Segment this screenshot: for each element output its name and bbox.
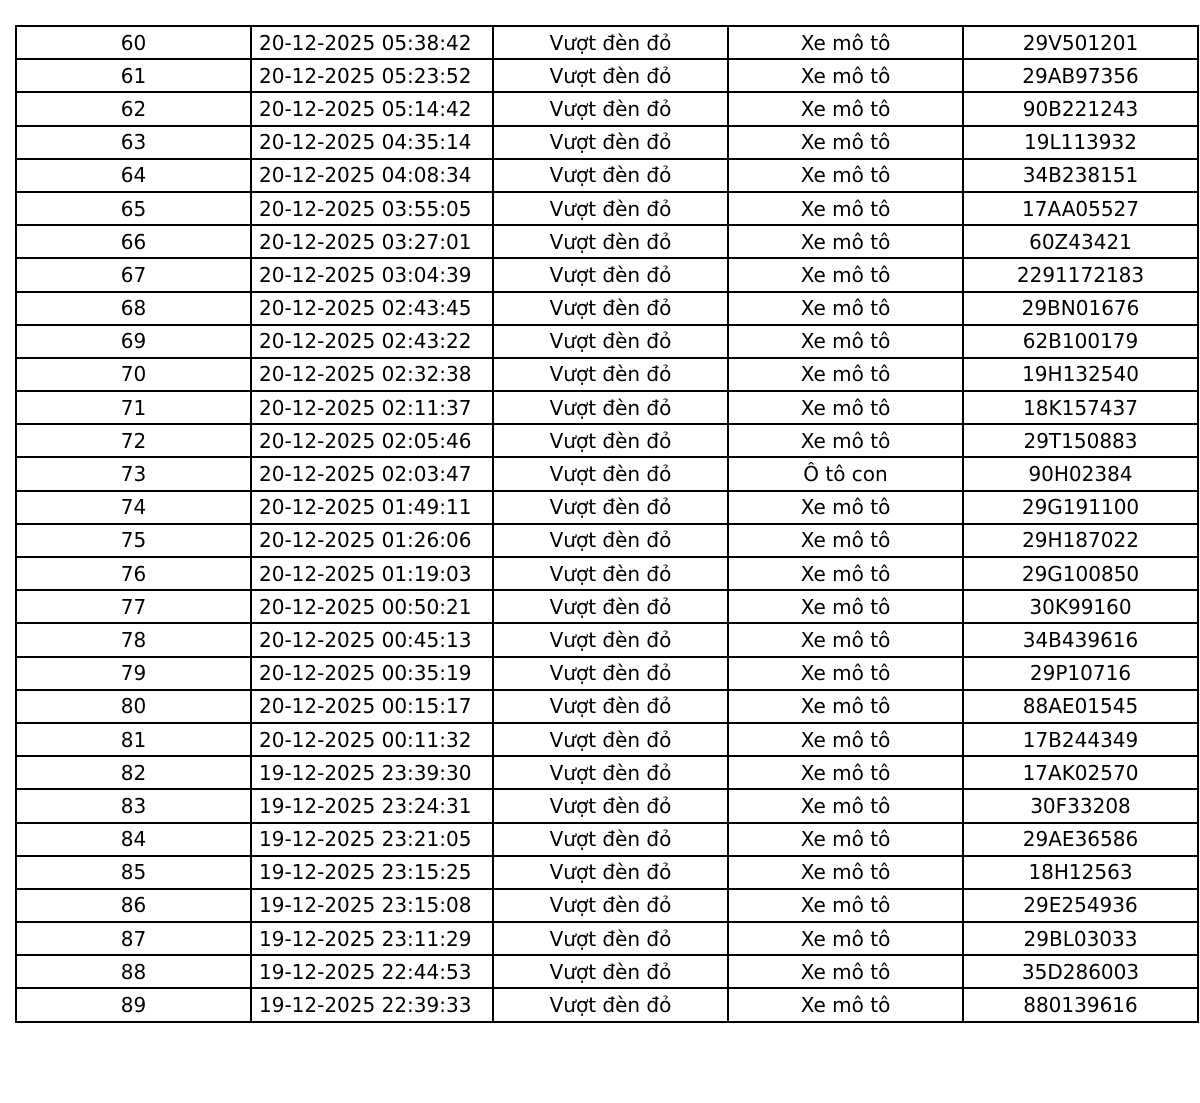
license-plate-cell: 29E254936 — [963, 889, 1198, 922]
table-row — [16, 457, 1198, 490]
row-index-cell: 60 — [16, 26, 251, 59]
table-row — [16, 922, 1198, 955]
violation-time-cell: 20-12-2025 00:11:32 — [251, 723, 493, 756]
table-row — [16, 889, 1198, 922]
row-index-cell: 87 — [16, 922, 251, 955]
license-plate-cell: 19H132540 — [963, 358, 1198, 391]
violation-type-cell: Vượt đèn đỏ — [493, 424, 728, 457]
license-plate-cell: 17AA05527 — [963, 192, 1198, 225]
vehicle-type-cell: Xe mô tô — [728, 26, 963, 59]
row-index-cell: 64 — [16, 159, 251, 192]
table-row — [16, 723, 1198, 756]
license-plate-cell: 90B221243 — [963, 92, 1198, 125]
violation-type-cell: Vượt đèn đỏ — [493, 756, 728, 789]
license-plate-cell: 62B100179 — [963, 325, 1198, 358]
violation-time-cell: 19-12-2025 23:11:29 — [251, 922, 493, 955]
vehicle-type-cell: Xe mô tô — [728, 723, 963, 756]
violation-type-cell: Vượt đèn đỏ — [493, 457, 728, 490]
row-index-cell: 73 — [16, 457, 251, 490]
violation-type-cell: Vượt đèn đỏ — [493, 524, 728, 557]
table-row — [16, 491, 1198, 524]
vehicle-type-cell: Xe mô tô — [728, 856, 963, 889]
violation-type-cell: Vượt đèn đỏ — [493, 657, 728, 690]
row-index-cell: 88 — [16, 955, 251, 988]
table-row — [16, 789, 1198, 822]
violation-type-cell: Vượt đèn đỏ — [493, 159, 728, 192]
row-index-cell: 66 — [16, 225, 251, 258]
violation-time-cell: 20-12-2025 00:50:21 — [251, 590, 493, 623]
vehicle-type-cell: Xe mô tô — [728, 424, 963, 457]
violation-time-cell: 20-12-2025 05:23:52 — [251, 59, 493, 92]
table-row — [16, 988, 1198, 1021]
violation-time-cell: 20-12-2025 02:05:46 — [251, 424, 493, 457]
violations-table — [15, 25, 1199, 1023]
vehicle-type-cell: Xe mô tô — [728, 789, 963, 822]
violation-type-cell: Vượt đèn đỏ — [493, 225, 728, 258]
row-index-cell: 81 — [16, 723, 251, 756]
row-index-cell: 80 — [16, 690, 251, 723]
license-plate-cell: 30F33208 — [963, 789, 1198, 822]
table-row — [16, 657, 1198, 690]
table-row — [16, 823, 1198, 856]
violation-time-cell: 20-12-2025 02:11:37 — [251, 391, 493, 424]
vehicle-type-cell: Xe mô tô — [728, 690, 963, 723]
row-index-cell: 77 — [16, 590, 251, 623]
license-plate-cell: 29V501201 — [963, 26, 1198, 59]
violation-time-cell: 20-12-2025 01:26:06 — [251, 524, 493, 557]
violation-type-cell: Vượt đèn đỏ — [493, 358, 728, 391]
row-index-cell: 71 — [16, 391, 251, 424]
table-row — [16, 856, 1198, 889]
violation-time-cell: 19-12-2025 23:15:08 — [251, 889, 493, 922]
vehicle-type-cell: Xe mô tô — [728, 623, 963, 656]
license-plate-cell: 35D286003 — [963, 955, 1198, 988]
violation-time-cell: 20-12-2025 04:35:14 — [251, 126, 493, 159]
license-plate-cell: 30K99160 — [963, 590, 1198, 623]
violation-type-cell: Vượt đèn đỏ — [493, 922, 728, 955]
violation-type-cell: Vượt đèn đỏ — [493, 491, 728, 524]
violation-type-cell: Vượt đèn đỏ — [493, 723, 728, 756]
vehicle-type-cell: Xe mô tô — [728, 756, 963, 789]
violation-type-cell: Vượt đèn đỏ — [493, 955, 728, 988]
violation-type-cell: Vượt đèn đỏ — [493, 889, 728, 922]
table-row — [16, 325, 1198, 358]
violation-time-cell: 20-12-2025 02:43:45 — [251, 292, 493, 325]
license-plate-cell: 88AE01545 — [963, 690, 1198, 723]
license-plate-cell: 29BL03033 — [963, 922, 1198, 955]
violation-type-cell: Vượt đèn đỏ — [493, 391, 728, 424]
license-plate-cell: 34B238151 — [963, 159, 1198, 192]
violation-type-cell: Vượt đèn đỏ — [493, 823, 728, 856]
vehicle-type-cell: Xe mô tô — [728, 889, 963, 922]
table-row — [16, 557, 1198, 590]
violation-type-cell: Vượt đèn đỏ — [493, 590, 728, 623]
row-index-cell: 86 — [16, 889, 251, 922]
violation-time-cell: 20-12-2025 02:32:38 — [251, 358, 493, 391]
row-index-cell: 69 — [16, 325, 251, 358]
vehicle-type-cell: Xe mô tô — [728, 391, 963, 424]
vehicle-type-cell: Xe mô tô — [728, 557, 963, 590]
vehicle-type-cell: Xe mô tô — [728, 988, 963, 1021]
violation-time-cell: 20-12-2025 01:19:03 — [251, 557, 493, 590]
violation-time-cell: 20-12-2025 03:27:01 — [251, 225, 493, 258]
violation-time-cell: 19-12-2025 23:21:05 — [251, 823, 493, 856]
row-index-cell: 82 — [16, 756, 251, 789]
vehicle-type-cell: Xe mô tô — [728, 225, 963, 258]
license-plate-cell: 880139616 — [963, 988, 1198, 1021]
license-plate-cell: 17AK02570 — [963, 756, 1198, 789]
license-plate-cell: 29AE36586 — [963, 823, 1198, 856]
vehicle-type-cell: Xe mô tô — [728, 325, 963, 358]
license-plate-cell: 90H02384 — [963, 457, 1198, 490]
table-row — [16, 756, 1198, 789]
violation-time-cell: 20-12-2025 05:14:42 — [251, 92, 493, 125]
row-index-cell: 62 — [16, 92, 251, 125]
violation-time-cell: 20-12-2025 00:45:13 — [251, 623, 493, 656]
violation-type-cell: Vượt đèn đỏ — [493, 623, 728, 656]
row-index-cell: 63 — [16, 126, 251, 159]
row-index-cell: 61 — [16, 59, 251, 92]
row-index-cell: 83 — [16, 789, 251, 822]
violation-type-cell: Vượt đèn đỏ — [493, 789, 728, 822]
vehicle-type-cell: Xe mô tô — [728, 823, 963, 856]
table-row — [16, 26, 1198, 59]
violation-time-cell: 19-12-2025 22:44:53 — [251, 955, 493, 988]
vehicle-type-cell: Xe mô tô — [728, 955, 963, 988]
violation-time-cell: 20-12-2025 03:55:05 — [251, 192, 493, 225]
license-plate-cell: 29G100850 — [963, 557, 1198, 590]
vehicle-type-cell: Xe mô tô — [728, 358, 963, 391]
table-row — [16, 590, 1198, 623]
row-index-cell: 75 — [16, 524, 251, 557]
table-row — [16, 424, 1198, 457]
vehicle-type-cell: Xe mô tô — [728, 159, 963, 192]
license-plate-cell: 29H187022 — [963, 524, 1198, 557]
violation-time-cell: 20-12-2025 04:08:34 — [251, 159, 493, 192]
violation-time-cell: 20-12-2025 05:38:42 — [251, 26, 493, 59]
row-index-cell: 76 — [16, 557, 251, 590]
table-row — [16, 358, 1198, 391]
row-index-cell: 70 — [16, 358, 251, 391]
violation-time-cell: 19-12-2025 23:24:31 — [251, 789, 493, 822]
license-plate-cell: 19L113932 — [963, 126, 1198, 159]
row-index-cell: 68 — [16, 292, 251, 325]
vehicle-type-cell: Xe mô tô — [728, 292, 963, 325]
table-row — [16, 159, 1198, 192]
vehicle-type-cell: Xe mô tô — [728, 922, 963, 955]
violation-type-cell: Vượt đèn đỏ — [493, 557, 728, 590]
license-plate-cell: 17B244349 — [963, 723, 1198, 756]
table-row — [16, 955, 1198, 988]
table-row — [16, 126, 1198, 159]
table-row — [16, 391, 1198, 424]
violation-time-cell: 19-12-2025 23:39:30 — [251, 756, 493, 789]
vehicle-type-cell: Ô tô con — [728, 457, 963, 490]
table-row — [16, 292, 1198, 325]
violation-type-cell: Vượt đèn đỏ — [493, 856, 728, 889]
row-index-cell: 72 — [16, 424, 251, 457]
row-index-cell: 65 — [16, 192, 251, 225]
violation-time-cell: 20-12-2025 00:15:17 — [251, 690, 493, 723]
vehicle-type-cell: Xe mô tô — [728, 491, 963, 524]
vehicle-type-cell: Xe mô tô — [728, 92, 963, 125]
table-row — [16, 92, 1198, 125]
row-index-cell: 74 — [16, 491, 251, 524]
row-index-cell: 79 — [16, 657, 251, 690]
license-plate-cell: 2291172183 — [963, 258, 1198, 291]
violation-type-cell: Vượt đèn đỏ — [493, 258, 728, 291]
violation-time-cell: 19-12-2025 22:39:33 — [251, 988, 493, 1021]
license-plate-cell: 18H12563 — [963, 856, 1198, 889]
vehicle-type-cell: Xe mô tô — [728, 126, 963, 159]
table-row — [16, 690, 1198, 723]
violation-time-cell: 20-12-2025 02:03:47 — [251, 457, 493, 490]
table-row — [16, 623, 1198, 656]
violation-type-cell: Vượt đèn đỏ — [493, 292, 728, 325]
license-plate-cell: 29T150883 — [963, 424, 1198, 457]
table-row — [16, 59, 1198, 92]
vehicle-type-cell: Xe mô tô — [728, 192, 963, 225]
violations-table-body — [16, 26, 1198, 1022]
violation-type-cell: Vượt đèn đỏ — [493, 59, 728, 92]
license-plate-cell: 29AB97356 — [963, 59, 1198, 92]
row-index-cell: 84 — [16, 823, 251, 856]
violation-type-cell: Vượt đèn đỏ — [493, 26, 728, 59]
row-index-cell: 89 — [16, 988, 251, 1021]
vehicle-type-cell: Xe mô tô — [728, 524, 963, 557]
license-plate-cell: 34B439616 — [963, 623, 1198, 656]
violation-type-cell: Vượt đèn đỏ — [493, 192, 728, 225]
license-plate-cell: 29P10716 — [963, 657, 1198, 690]
violation-type-cell: Vượt đèn đỏ — [493, 325, 728, 358]
table-row — [16, 258, 1198, 291]
violation-time-cell: 20-12-2025 02:43:22 — [251, 325, 493, 358]
violation-time-cell: 19-12-2025 23:15:25 — [251, 856, 493, 889]
table-row — [16, 192, 1198, 225]
license-plate-cell: 29G191100 — [963, 491, 1198, 524]
row-index-cell: 85 — [16, 856, 251, 889]
license-plate-cell: 29BN01676 — [963, 292, 1198, 325]
license-plate-cell: 18K157437 — [963, 391, 1198, 424]
table-row — [16, 524, 1198, 557]
violation-time-cell: 20-12-2025 00:35:19 — [251, 657, 493, 690]
row-index-cell: 67 — [16, 258, 251, 291]
violation-time-cell: 20-12-2025 01:49:11 — [251, 491, 493, 524]
violation-type-cell: Vượt đèn đỏ — [493, 126, 728, 159]
vehicle-type-cell: Xe mô tô — [728, 59, 963, 92]
violation-type-cell: Vượt đèn đỏ — [493, 92, 728, 125]
vehicle-type-cell: Xe mô tô — [728, 258, 963, 291]
vehicle-type-cell: Xe mô tô — [728, 590, 963, 623]
license-plate-cell: 60Z43421 — [963, 225, 1198, 258]
row-index-cell: 78 — [16, 623, 251, 656]
violation-type-cell: Vượt đèn đỏ — [493, 988, 728, 1021]
table-row — [16, 225, 1198, 258]
violation-type-cell: Vượt đèn đỏ — [493, 690, 728, 723]
violation-time-cell: 20-12-2025 03:04:39 — [251, 258, 493, 291]
vehicle-type-cell: Xe mô tô — [728, 657, 963, 690]
